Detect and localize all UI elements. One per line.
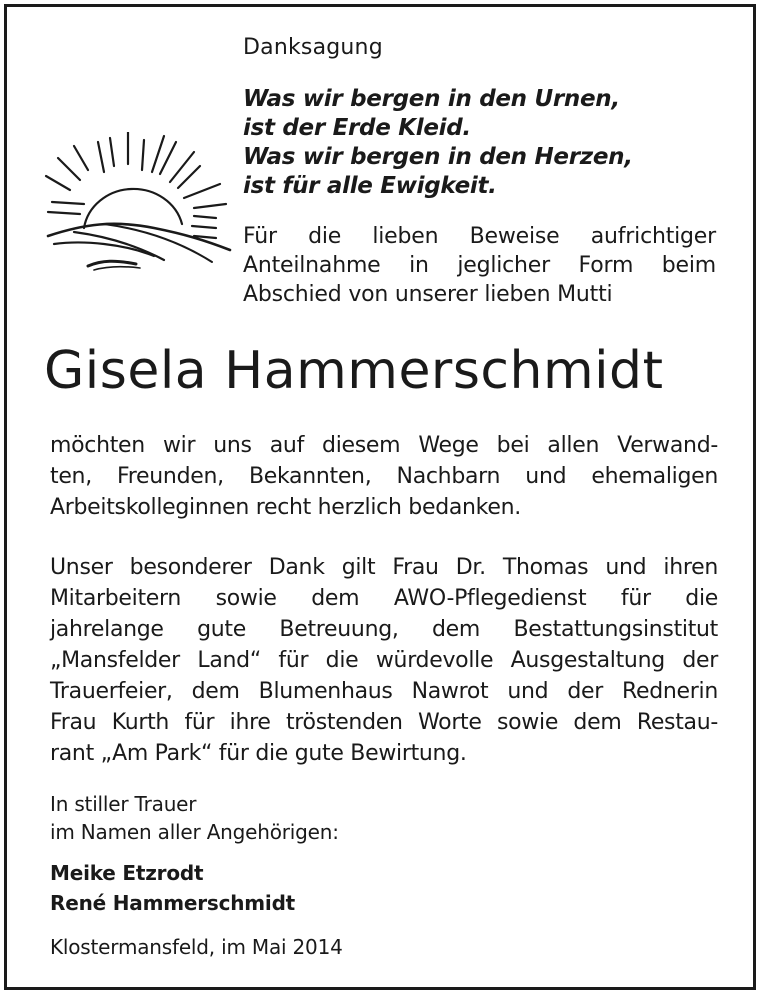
paragraph-line: jahrelange gute Betreuung, dem Bestattungsinstitut (50, 617, 718, 642)
paragraph-line: rant „Am Park“ für die gute Bewirtung. (50, 741, 467, 766)
notice-heading: Danksagung (243, 35, 383, 60)
mourning-text (50, 790, 339, 846)
signers (50, 858, 295, 918)
deceased-name: Gisela Hammerschmidt (44, 341, 664, 401)
paragraph-line: ten, Freunden, Bekannten, Nachbarn und ehemaligen (50, 464, 718, 489)
poem-line: ist der Erde Kleid. (243, 115, 471, 141)
thanks-paragraph (50, 430, 718, 523)
intro-text (243, 222, 716, 309)
signer-name: René Hammerschmidt (50, 891, 296, 915)
intro-line: Für die lieben Beweise aufrichtiger (243, 224, 716, 249)
paragraph-line: Arbeitskolleginnen recht herzlich bedanken. (50, 495, 521, 520)
paragraph-line: Frau Kurth für ihre tröstenden Worte sowie dem Restau- (50, 710, 718, 735)
special-thanks-paragraph (50, 552, 718, 769)
paragraph-line: Unser besonderer Dank gilt Frau Dr. Thomas und ihren (50, 555, 718, 580)
poem-line: Was wir bergen in den Herzen, (243, 144, 633, 170)
mourning-line: im Namen aller Angehörigen: (50, 820, 339, 844)
signer-name: Meike Etzrodt (50, 861, 204, 885)
paragraph-line: Mitarbeitern sowie dem AWO-Pflegedienst für die (50, 586, 718, 611)
paragraph-line: möchten wir uns auf diesem Wege bei allen Verwand- (50, 433, 718, 458)
poem-line: ist für alle Ewigkeit. (243, 173, 497, 199)
poem-line: Was wir bergen in den Urnen, (243, 86, 620, 112)
mourning-line: In stiller Trauer (50, 792, 197, 816)
intro-line: Abschied von unserer lieben Mutti (243, 282, 613, 307)
place-date: Klostermansfeld, im Mai 2014 (50, 935, 343, 959)
sunset-over-hills-icon (44, 132, 234, 280)
poem (243, 85, 723, 201)
paragraph-line: „Mansfelder Land“ für die würdevolle Ausgestaltung der (50, 648, 718, 673)
paragraph-line: Trauerfeier, dem Blumenhaus Nawrot und der Rednerin (50, 679, 718, 704)
intro-line: Anteilnahme in jeglicher Form beim (243, 253, 716, 278)
